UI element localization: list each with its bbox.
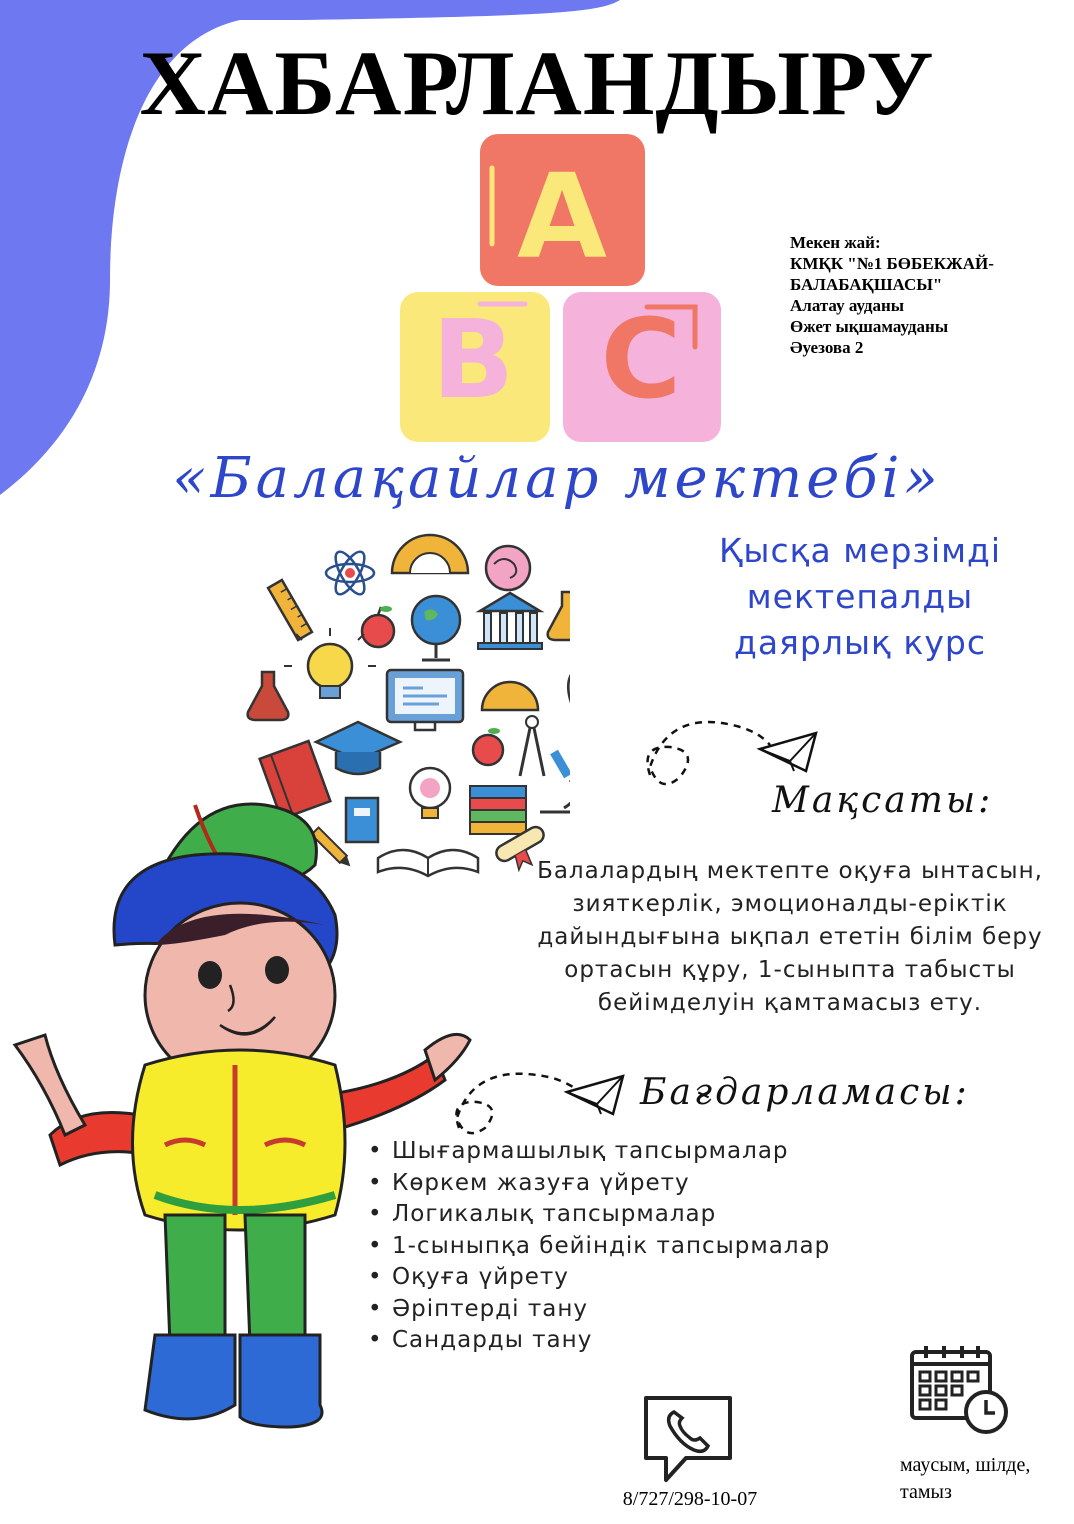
phone-number[interactable]: 8/727/298-10-07 — [622, 1488, 758, 1510]
block-letter-c: C — [600, 295, 682, 423]
flask-icon — [248, 672, 289, 720]
subtitle-line: даярлық курс — [734, 623, 986, 662]
block-c — [563, 292, 721, 442]
address-line: Алатау ауданы — [790, 296, 905, 315]
atom-icon — [326, 548, 374, 599]
address-line: Мекен жай: — [790, 233, 881, 252]
list-item: • Сандарды тану — [368, 1325, 830, 1357]
graduation-cap-icon — [316, 722, 400, 774]
apple-icon — [362, 606, 394, 647]
globe-icon — [412, 596, 460, 660]
schedule-months — [900, 1452, 1070, 1506]
block-letter-b: B — [431, 298, 515, 423]
head-brain-icon — [568, 663, 570, 712]
goal-line: зияткерлік, эмоционалды-еріктік — [572, 891, 1008, 917]
goal-description — [520, 855, 1060, 1020]
microscope-icon — [540, 752, 570, 812]
paper-plane-icon — [567, 1076, 623, 1114]
goal-line: бейімделуін қамтамасыз ету. — [597, 990, 983, 1016]
goal-line: Балалардың мектепте оқуға ынтасын, — [537, 858, 1043, 884]
goal-heading: Мақсаты: — [772, 780, 994, 821]
page-title: ХАБАРЛАНДЫРУ — [139, 32, 935, 134]
block-a — [480, 134, 645, 286]
list-item: • Шығармашылық тапсырмалар — [368, 1136, 830, 1168]
abc-blocks-illustration — [395, 132, 725, 450]
protractor-icon — [392, 535, 468, 573]
address-line: Өжет ықшамауданы — [790, 317, 949, 336]
apple-icon — [473, 728, 503, 765]
address-block — [790, 232, 1060, 358]
museum-icon — [478, 593, 542, 649]
goal-line: ортасын құру, 1-сыныпта табысты — [564, 957, 1016, 983]
flask-icon — [548, 592, 570, 640]
course-name: «Балақайлар мектебі» — [172, 446, 942, 511]
list-item: • Әріптерді тану — [368, 1294, 830, 1326]
block-b — [400, 292, 550, 442]
address-line: КМҚК "№1 БӨБЕКЖАЙ- — [790, 254, 994, 273]
calendar-clock-icon — [908, 1344, 1010, 1436]
program-heading: Бағдарламасы: — [640, 1072, 970, 1113]
goal-line: дайындығына ықпал ететін білім беру — [537, 924, 1043, 950]
paper-plane-icon — [760, 733, 816, 771]
list-item: • Оқуға үйрету — [368, 1262, 830, 1294]
monitor-icon — [387, 670, 463, 730]
phone-chat-icon — [638, 1392, 738, 1484]
months-line: тамыз — [900, 1481, 952, 1503]
books-stack-icon — [470, 786, 526, 834]
list-item: • 1-сыныпқа бейіндік тапсырмалар — [368, 1231, 830, 1263]
boy-character-illustration — [5, 795, 475, 1435]
protractor-icon — [482, 682, 538, 710]
months-line: маусым, шілде, — [900, 1454, 1031, 1476]
subtitle-line: Қысқа мерзімді — [718, 531, 1001, 570]
list-item: • Логикалық тапсырмалар — [368, 1199, 830, 1231]
ruler-icon — [268, 580, 312, 640]
address-line: Әуезова 2 — [790, 338, 864, 357]
compass-icon — [520, 716, 544, 776]
brain-icon — [486, 546, 530, 590]
block-letter-a: A — [516, 147, 608, 285]
list-item: • Көркем жазуға үйрету — [368, 1168, 830, 1200]
course-subtitle — [690, 528, 1030, 666]
subtitle-line: мектепалды — [746, 577, 974, 616]
address-line: БАЛАБАҚШАСЫ" — [790, 275, 943, 294]
